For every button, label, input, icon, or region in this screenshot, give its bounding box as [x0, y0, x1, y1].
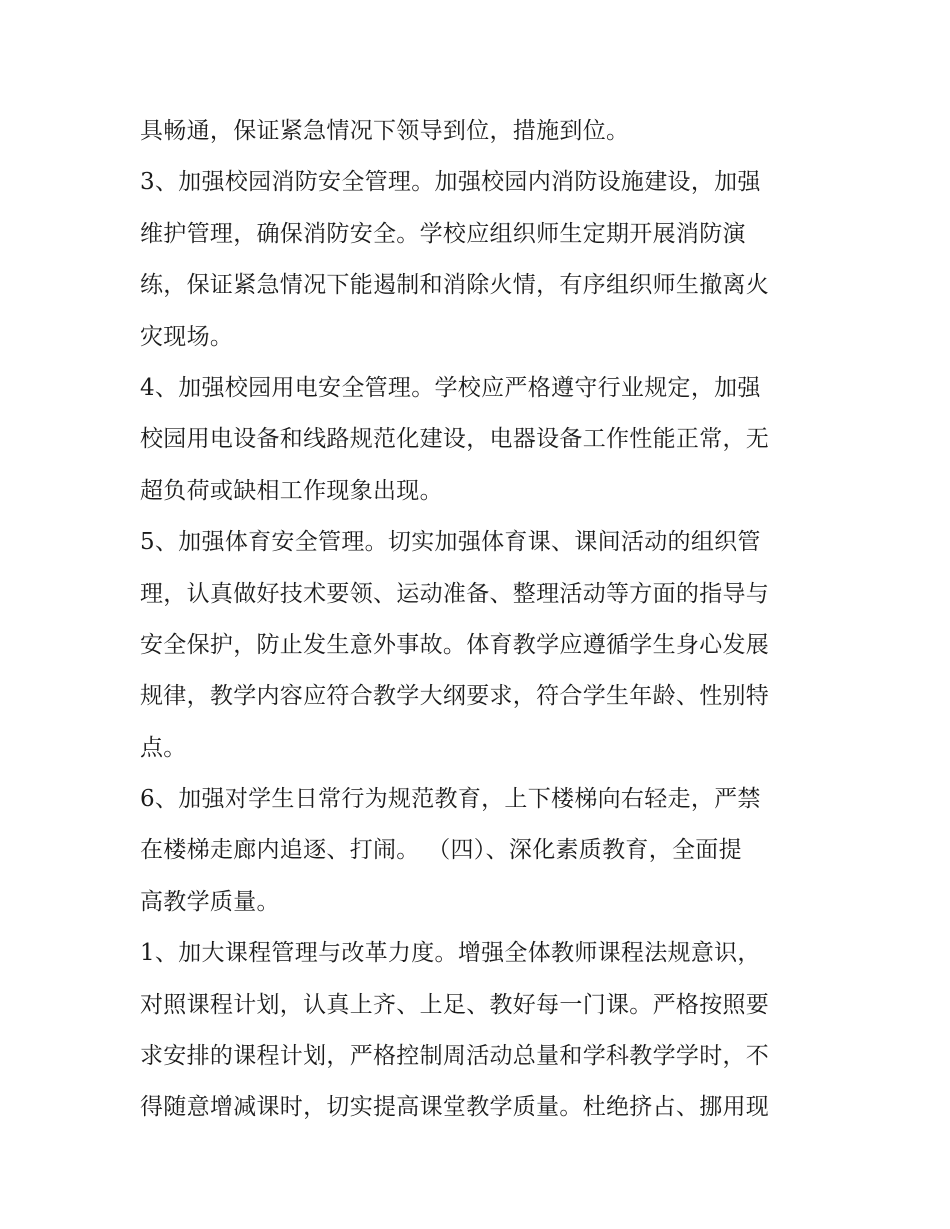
- text-line-2: 3、加强校园消防安全管理。加强校园内消防设施建设，加强: [140, 169, 761, 196]
- text-line-17: 1、加大课程管理与改革力度。增强全体教师课程法规意识，: [140, 940, 761, 967]
- text-line-16: 高教学质量。: [140, 888, 280, 915]
- text-line-18: 对照课程计划，认真上齐、上足、教好每一门课。严格按照要: [140, 991, 770, 1018]
- text-line-19: 求安排的课程计划，严格控制周活动总量和学科教学学时，不: [140, 1043, 770, 1070]
- document-body: [140, 106, 830, 1134]
- text-line-4: 练，保证紧急情况下能遏制和消除火情，有序组织师生撤离火: [140, 272, 770, 299]
- text-line-15: 在楼梯走廊内追逐、打闹。 （四）、深化素质教育，全面提: [140, 837, 742, 864]
- text-line-13: 点。: [140, 734, 187, 761]
- text-line-3: 维护管理，确保消防安全。学校应组织师生定期开展消防演: [140, 220, 746, 247]
- text-line-14: 6、加强对学生日常行为规范教育，上下楼梯向右轻走，严禁: [140, 786, 761, 813]
- text-line-7: 校园用电设备和线路规范化建设，电器设备工作性能正常，无: [140, 426, 770, 453]
- text-line-6: 4、加强校园用电安全管理。学校应严格遵守行业规定，加强: [140, 374, 761, 401]
- text-line-12: 规律，教学内容应符合教学大纲要求，符合学生年龄、性别特: [140, 683, 770, 710]
- text-line-8: 超负荷或缺相工作现象出现。: [140, 477, 443, 504]
- text-line-9: 5、加强体育安全管理。切实加强体育课、课间活动的组织管: [140, 529, 761, 556]
- text-line-11: 安全保护，防止发生意外事故。体育教学应遵循学生身心发展: [140, 631, 770, 658]
- text-line-10: 理，认真做好技术要领、运动准备、整理活动等方面的指导与: [140, 580, 770, 607]
- text-line-5: 灾现场。: [140, 323, 234, 350]
- text-line-1: 具畅通，保证紧急情况下领导到位，措施到位。: [140, 118, 630, 144]
- text-line-20: 得随意增减课时，切实提高课堂教学质量。杜绝挤占、挪用现: [140, 1094, 770, 1121]
